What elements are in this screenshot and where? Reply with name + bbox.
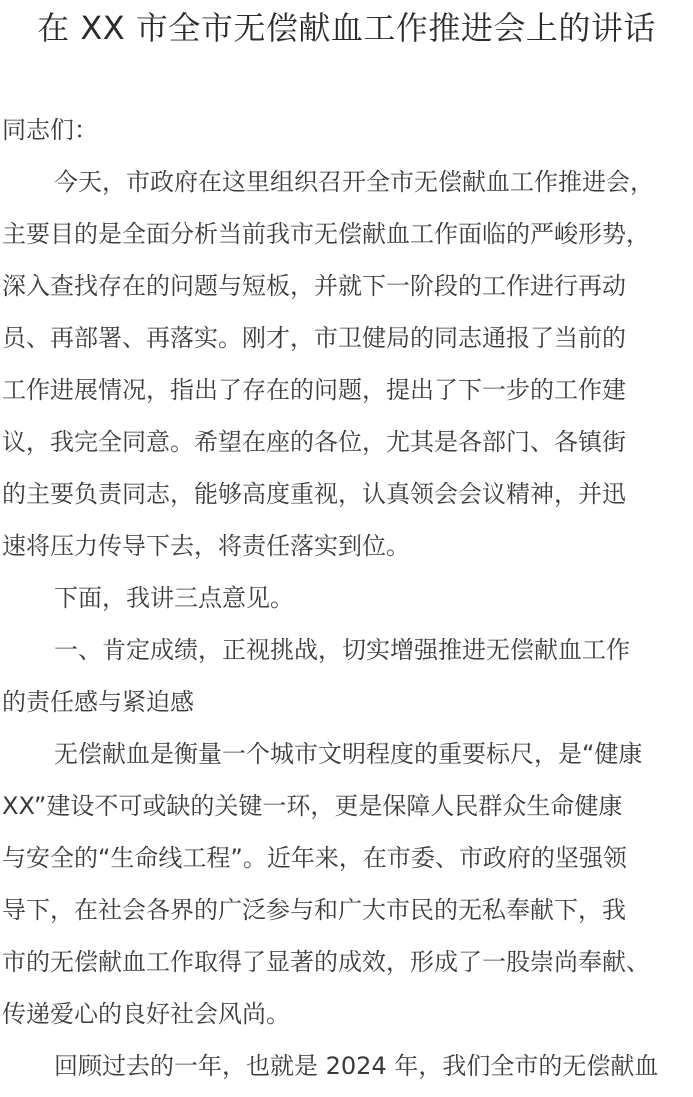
paragraph-line: 导下，在社会各界的广泛参与和广大市民的无私奉献下，我 (2, 896, 626, 924)
paragraph-line: 传递爱心的良好社会风尚。 (2, 1000, 290, 1028)
paragraph-line: 速将压力传导下去，将责任落实到位。 (2, 532, 410, 560)
section-heading-line: 的责任感与紧迫感 (2, 688, 194, 716)
paragraph-line: 主要目的是全面分析当前我市无偿献血工作面临的严峻形势， (2, 220, 650, 248)
paragraph-line: 下面，我讲三点意见。 (54, 584, 294, 612)
paragraph-line: 深入查找存在的问题与短板，并就下一阶段的工作进行再动 (2, 272, 626, 300)
paragraph-line: 与安全的“生命线工程”。近年来，在市委、市政府的坚强领 (2, 844, 627, 872)
paragraph-line: XX”建设不可或缺的关键一环，更是保障人民群众生命健康 (2, 792, 623, 820)
paragraph-line: 市的无偿献血工作取得了显著的成效，形成了一股崇尚奉献、 (2, 948, 650, 976)
paragraph-line: 今天，市政府在这里组织召开全市无偿献血工作推进会， (54, 168, 654, 196)
paragraph-line: 的主要负责同志，能够高度重视，认真领会会议精神，并迅 (2, 480, 626, 508)
document-body (2, 104, 691, 1092)
paragraph-line: 无偿献血是衡量一个城市文明程度的重要标尺，是“健康 (54, 740, 643, 768)
paragraph-line: 回顾过去的一年，也就是 2024 年，我们全市的无偿献血 (54, 1052, 659, 1080)
paragraph-line: 员、再部署、再落实。刚才，市卫健局的同志通报了当前的 (2, 324, 626, 352)
salutation: 同志们： (2, 116, 98, 144)
document-title: 在 XX 市全市无偿献血工作推进会上的讲话 (37, 9, 656, 47)
paragraph-line: 议，我完全同意。希望在座的各位，尤其是各部门、各镇街 (2, 428, 626, 456)
section-heading-line: 一、肯定成绩，正视挑战，切实增强推进无偿献血工作 (54, 636, 630, 664)
paragraph-line: 工作进展情况，指出了存在的问题，提出了下一步的工作建 (2, 376, 626, 404)
